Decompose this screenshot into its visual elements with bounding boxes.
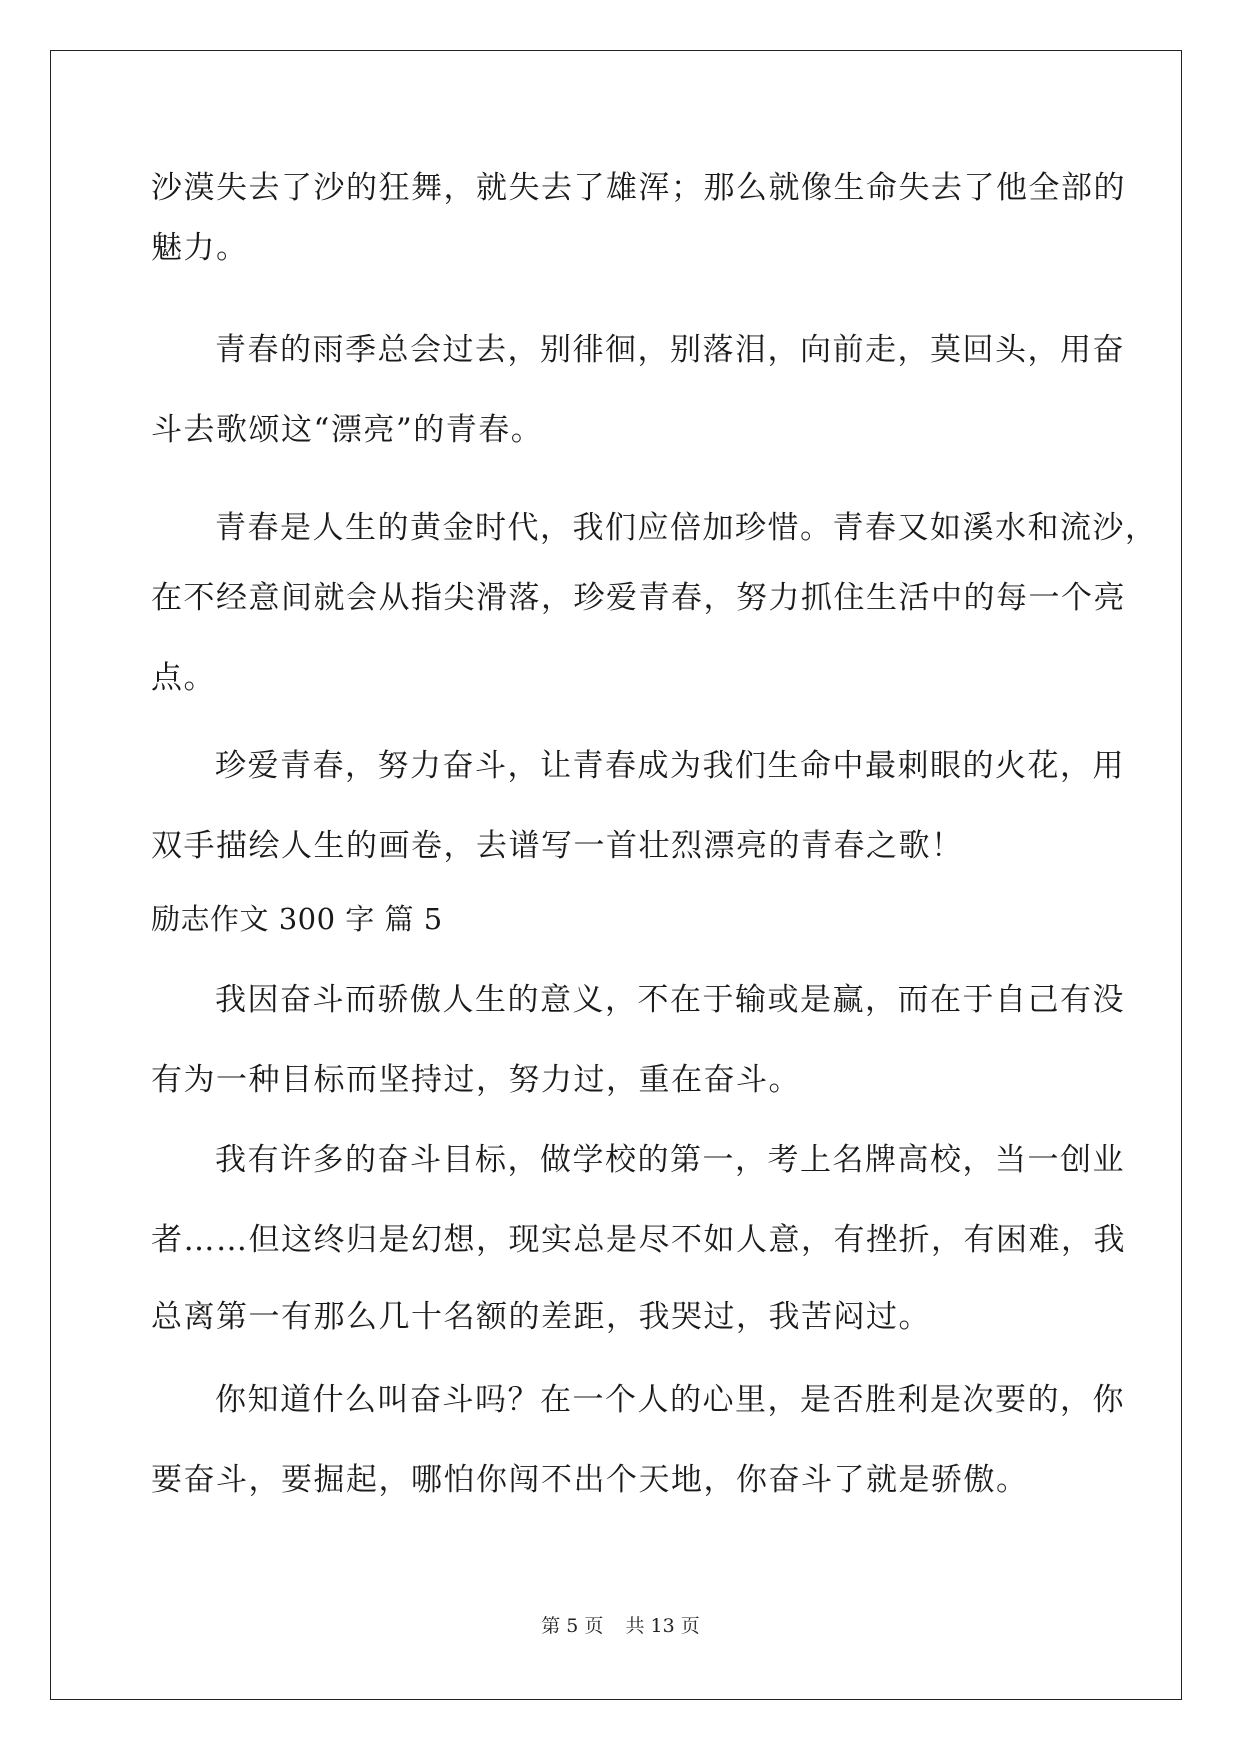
text-line: 斗去歌颂这“漂亮”的青春。 — [151, 412, 544, 448]
paragraph-start-line: 你知道什么叫奋斗吗？在一个人的心里，是否胜利是次要的，你 — [215, 1382, 1125, 1418]
text-line: 沙漠失去了沙的狂舞，就失去了雄浑；那么就像生命失去了他全部的 — [151, 170, 1126, 206]
text-line: 者……但这终归是幻想，现实总是尽不如人意，有挫折，有困难，我 — [151, 1222, 1126, 1258]
page-footer — [0, 1614, 1241, 1638]
paragraph-start-line: 我因奋斗而骄傲人生的意义，不在于输或是赢，而在于自己有没 — [215, 982, 1125, 1018]
text-line: 点。 — [151, 660, 216, 696]
text-line: 在不经意间就会从指尖滑落，珍爱青春，努力抓住生活中的每一个亮 — [151, 580, 1126, 616]
page-number: 第 5 页 — [541, 1615, 604, 1637]
text-line: 有为一种目标而坚持过，努力过，重在奋斗。 — [151, 1062, 801, 1098]
paragraph-start-line: 我有许多的奋斗目标，做学校的第一，考上名牌高校，当一创业 — [215, 1142, 1125, 1178]
section-heading: 励志作文 300 字 篇 5 — [151, 902, 443, 936]
page-total: 共 13 页 — [625, 1615, 700, 1637]
text-line: 魅力。 — [151, 230, 249, 266]
text-line: 双手描绘人生的画卷，去谱写一首壮烈漂亮的青春之歌！ — [151, 828, 964, 864]
page-border — [50, 50, 1182, 1700]
paragraph-start-line: 青春是人生的黄金时代，我们应倍加珍惜。青春又如溪水和流沙， — [215, 510, 1158, 546]
paragraph-start-line: 珍爱青春，努力奋斗，让青春成为我们生命中最刺眼的火花，用 — [215, 748, 1125, 784]
text-line: 要奋斗，要掘起，哪怕你闯不出个天地，你奋斗了就是骄傲。 — [151, 1462, 1029, 1498]
paragraph-start-line: 青春的雨季总会过去，别徘徊，别落泪，向前走，莫回头，用奋 — [215, 332, 1125, 368]
text-line: 总离第一有那么几十名额的差距，我哭过，我苦闷过。 — [151, 1299, 931, 1335]
